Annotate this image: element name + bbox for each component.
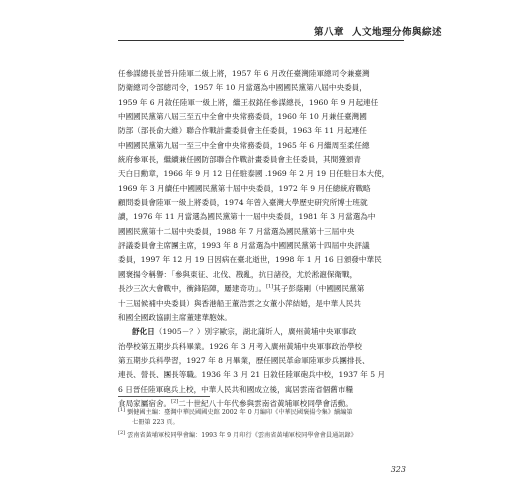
running-header	[314, 24, 442, 38]
text-line: 國國民黨第十二屆中央委員，1988 年 7 月當選為國民黨第十三屆中央	[118, 226, 355, 236]
footnotes	[118, 408, 408, 441]
text-line: 1959 年 6 月敘任陸軍一級上將，繼王叔銘任參謀總長，1960 年 9 月起連任	[118, 97, 379, 107]
text-line: 防部（部長俞大維）聯合作戰計畫委員會主任委員，1963 年 11 月起連任	[118, 126, 367, 136]
text-line: 顧問委員會陸軍一級上將委員，1974 年曾入臺灣大學歷史研究所博士班就	[118, 198, 368, 208]
main-body	[118, 67, 406, 411]
footnote-text: 劉健國主編：臺灣中華民國國史館 2002 年 0 月編印《中華民國褒揚令集》續編第	[127, 409, 353, 416]
footnote-ref-2[interactable]: [2]	[171, 398, 179, 405]
text-line: 6 日晉任陸軍砲兵上校，中華人民共和國成立後，寓居雲南省個舊市糧	[118, 384, 354, 394]
text-segment: （1905－？）別字歐宗，湖北蒲圻人，廣州黃埔中央軍事政	[154, 327, 357, 337]
text-line: 評議委員會主席團主席，1993 年 8 月當選為中國國民黨第十四屆中央評議	[118, 241, 370, 251]
chapter-label: 第八章	[313, 27, 344, 38]
text-line: 委員，1997 年 12 月 19 日因病在臺北逝世，1998 年 1 月 16 日頒發中華民	[118, 255, 382, 265]
footnote-rule	[118, 396, 210, 397]
text-line: 讀，1976 年 11 月當選為國民黨第十一屆中央委員，1981 年 3 月當選為中	[118, 212, 376, 222]
footnote-2	[118, 431, 408, 441]
text-line: 防衛總司令部總司令，1957 年 10 月當選為中國國民黨第八屆中央委員，	[118, 83, 367, 93]
text-line: 連長、營長、團長等職。1936 年 3 月 21 日敘任陸軍砲兵中校，1937 年 5 月	[118, 370, 386, 380]
text-segment: 二十世紀八十年代參與雲南省黃埔軍校同學會活動。	[178, 398, 353, 408]
footnote-ref-1[interactable]: [1]	[266, 283, 274, 290]
text-line: 國褒揚令稱譽：「參與東征、北伐、戡亂，抗日諸役，尤於淞滬保衛戰，	[118, 269, 358, 279]
text-line	[118, 325, 406, 339]
footnote-1-cont: 七冊第 223 頁。	[132, 418, 179, 426]
text-line: 中國國民黨第八屆三至五中全會中央常務委員，1960 年 10 月兼任臺灣國	[118, 112, 367, 122]
footnote-mark: [2]	[118, 429, 126, 436]
header-rule	[118, 40, 404, 41]
text-line: 中國國民黨第九屆一至三中全會中央常務委員，1965 年 6 月繼周至柔任總	[118, 140, 370, 150]
text-line: 天白日勳章，1966 年 9 月 12 日任駐泰國 .1969 年 2 月 19 日任駐日本大使，	[118, 169, 390, 179]
page-number: 323	[390, 465, 406, 474]
text-line: 和國全國政協副主席董建華胞妹。	[118, 312, 232, 322]
text-line	[118, 282, 406, 296]
chapter-title: 人文地理分佈與綜述	[351, 27, 442, 38]
text-line: 治學校第五期步兵科畢業。1926 年 3 月考入廣州黃埔中央軍事政治學校	[118, 341, 363, 351]
text-line: 1969 年 3 月續任中國國民黨第十屆中央委員，1972 年 9 月任總統府戰略	[118, 183, 371, 193]
text-segment: 食局家屬宿舍。	[118, 398, 172, 408]
text-segment: 長沙三次大會戰中，衝鋒陷陣，屢建奇功」。	[118, 284, 267, 294]
text-line: 十三屆候補中央委員）與香港船王董浩雲之女董小萍結婚，是中華人民共	[118, 298, 361, 308]
footnote-mark: [1]	[118, 406, 126, 413]
text-line: 任參謀總長並晉升陸軍二級上將，1957 年 6 月改任臺灣陸軍總司令兼臺灣	[118, 69, 370, 78]
text-segment: 其子彭蔭剛（中國國民黨第	[273, 284, 365, 294]
text-line: 第五期步兵科學習，1927 年 8 月畢業，歷任國民革命軍陸軍步兵團排長、	[118, 355, 370, 365]
person-name: 舒化日	[132, 327, 155, 337]
footnote-text: 雲南省黃埔軍校同學會編：1993 年 9 月印行《雲南省黃埔軍校同學會會員通訊錄》	[127, 432, 357, 439]
text-line: 統府參軍長，繼續兼任國防部聯合作戰計畫委員會主任委員，其間獲頒青	[118, 155, 361, 165]
footnote-1	[118, 408, 408, 418]
